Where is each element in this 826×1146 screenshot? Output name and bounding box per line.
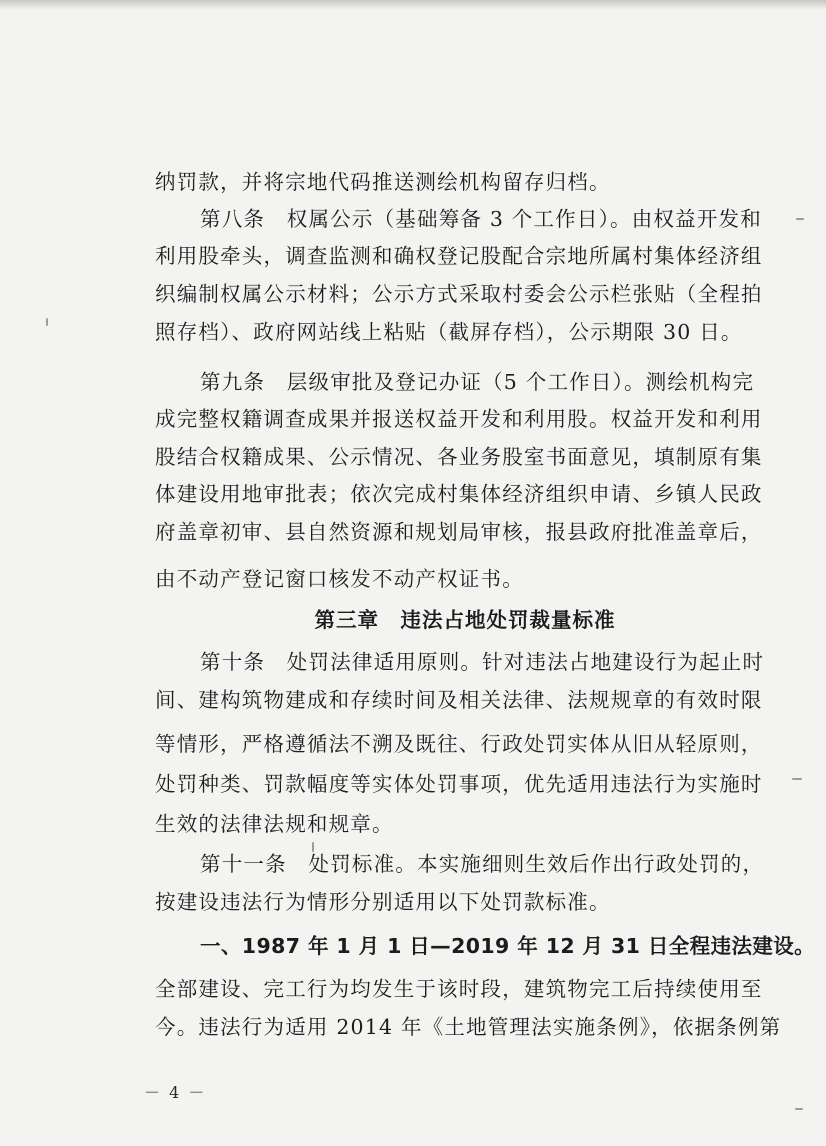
text-line: 府盖章初审、县自然资源和规划局审核，报县政府批准盖章后， [155,520,763,544]
text-line: 今。违法行为适用 2014 年《土地管理法实施条例》，依据条例第 [155,1015,782,1039]
scan-speck [795,1108,803,1110]
text-line: 利用股牵头，调查监测和确权登记股配合宗地所属村集体经济组 [155,244,763,268]
text-line: 由不动产登记窗口核发不动产权证书。 [155,567,524,591]
text-line: 织编制权属公示材料；公示方式采取村委会公示栏张贴（全程拍 [155,282,763,306]
scan-speck [46,318,48,326]
text-line: 按建设违法行为情形分别适用以下处罚款标准。 [155,890,611,914]
text-line: 间、建构筑物建成和存续时间及相关法律、法规规章的有效时限 [155,688,763,712]
scan-speck [792,778,802,780]
article-10-line: 第十条 处罚法律适用原则。针对违法占地建设行为起止时 [200,650,765,674]
text-line: 等情形，严格遵循法不溯及既往、行政处罚实体从旧从轻原则， [155,732,763,756]
text-line: 体建设用地审批表；依次完成村集体经济组织申请、乡镇人民政 [155,482,763,506]
page-number: － 4 － [144,1083,207,1102]
article-11-line: 第十一条 处罚标准。本实施细则生效后作出行政处罚的， [200,852,765,876]
text-line: 成完整权籍调查成果并报送权益开发和利用股。权益开发和利用 [155,407,763,431]
section-one-heading: 一、1987 年 1 月 1 日—2019 年 12 月 31 日全程违法建设。 [200,934,816,958]
article-9-line: 第九条 层级审批及登记办证（5 个工作日）。测绘机构完 [200,370,755,394]
text-line: 照存档）、政府网站线上粘贴（截屏存档），公示期限 30 日。 [155,320,743,344]
scan-speck [312,842,314,852]
text-line: 生效的法律法规和规章。 [155,812,394,836]
scan-speck [796,218,804,220]
text-line: 处罚种类、罚款幅度等实体处罚事项，优先适用违法行为实施时 [155,772,763,796]
scan-edge-shadow [0,0,826,10]
text-line: 纳罚款，并将宗地代码推送测绘机构留存归档。 [155,170,611,194]
text-line: 股结合权籍成果、公示情况、各业务股室书面意见，填制原有集 [155,445,763,469]
text-line: 全部建设、完工行为均发生于该时段，建筑物完工后持续使用至 [155,977,763,1001]
article-8-line: 第八条 权属公示（基础筹备 3 个工作日）。由权益开发和 [200,207,762,231]
chapter-heading: 第三章 违法占地处罚裁量标准 [314,608,616,632]
